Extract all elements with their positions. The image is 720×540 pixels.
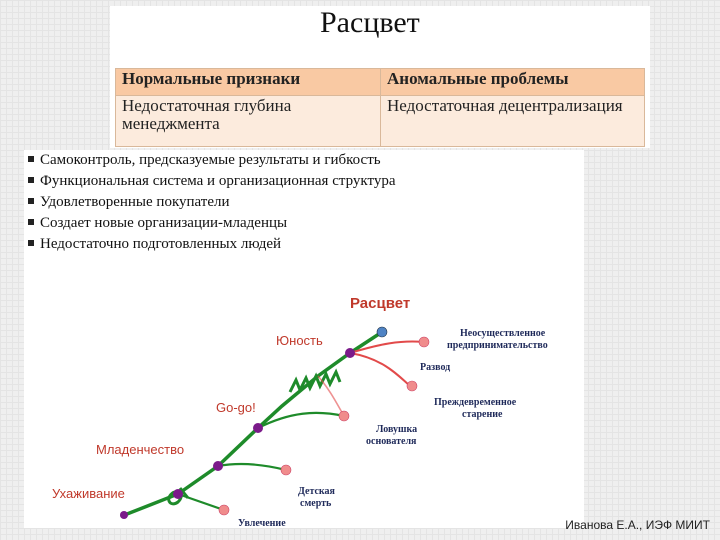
bloom-dot [377,327,387,337]
pitfall-label-affair: Увлечение [238,518,286,529]
pitfall-label-founder-2: основателя [366,436,417,447]
author-credit: Иванова Е.А., ИЭФ МИИТ [565,518,710,532]
pitfall-label-aging-1: Преждевременное [434,397,517,408]
stage-label-youth: Юность [276,333,323,348]
bullet-item: Создает новые организации-младенцы [28,213,396,234]
pitfall-dot-affair [219,505,229,515]
pitfall-label-infant-2: смерть [300,498,332,509]
stage-dot-gogo [253,423,263,433]
stage-dot-infancy [213,461,223,471]
pitfall-label-infant-1: Детская [298,486,335,497]
pitfall-dot-unrealized [419,337,429,347]
bullet-item: Удовлетворенные покупатели [28,192,396,213]
bullet-item: Функциональная система и организационная структура [28,171,396,192]
pitfall-dot-divorce [407,381,417,391]
coil [290,372,340,392]
bullet-item: Недостаточно подготовленных людей [28,234,396,255]
pitfall-label-unrealized-1: Неосуществленное [460,328,546,339]
slide-title: Расцвет [320,6,420,39]
pitfall-dot-founder [339,411,349,421]
growth-curve [122,332,382,516]
branch-infancy [218,464,286,470]
stage-dot-courtship-start [120,511,128,519]
table-cell-normal: Недостаточная глубина менеджмента [116,96,381,147]
diagram-heading: Расцвет [350,295,411,312]
pitfall-label-aging-2: старение [462,409,503,420]
table-header-abnormal: Аномальные проблемы [381,69,645,96]
stage-dot-courtship [173,489,183,499]
branch-courtship [178,494,224,510]
pitfall-label-divorce: Развод [420,362,451,373]
stage-label-infancy: Младенчество [96,442,185,457]
stage-label-gogo: Go-go! [216,400,256,415]
branch-youth-divorce [350,353,410,386]
pitfall-label-founder-1: Ловушка [376,424,418,435]
table-cell-abnormal: Недостаточная децентрализация [381,96,645,147]
pitfall-dot-infant-death [281,465,291,475]
stage-dot-youth [345,348,355,358]
bullet-item: Самоконтроль, предсказуемые результаты и гибкость [28,150,396,171]
pitfall-label-unrealized-2: предпринимательство [447,340,548,351]
table-header-normal: Нормальные признаки [116,69,381,96]
stage-label-courtship: Ухаживание [52,486,125,501]
